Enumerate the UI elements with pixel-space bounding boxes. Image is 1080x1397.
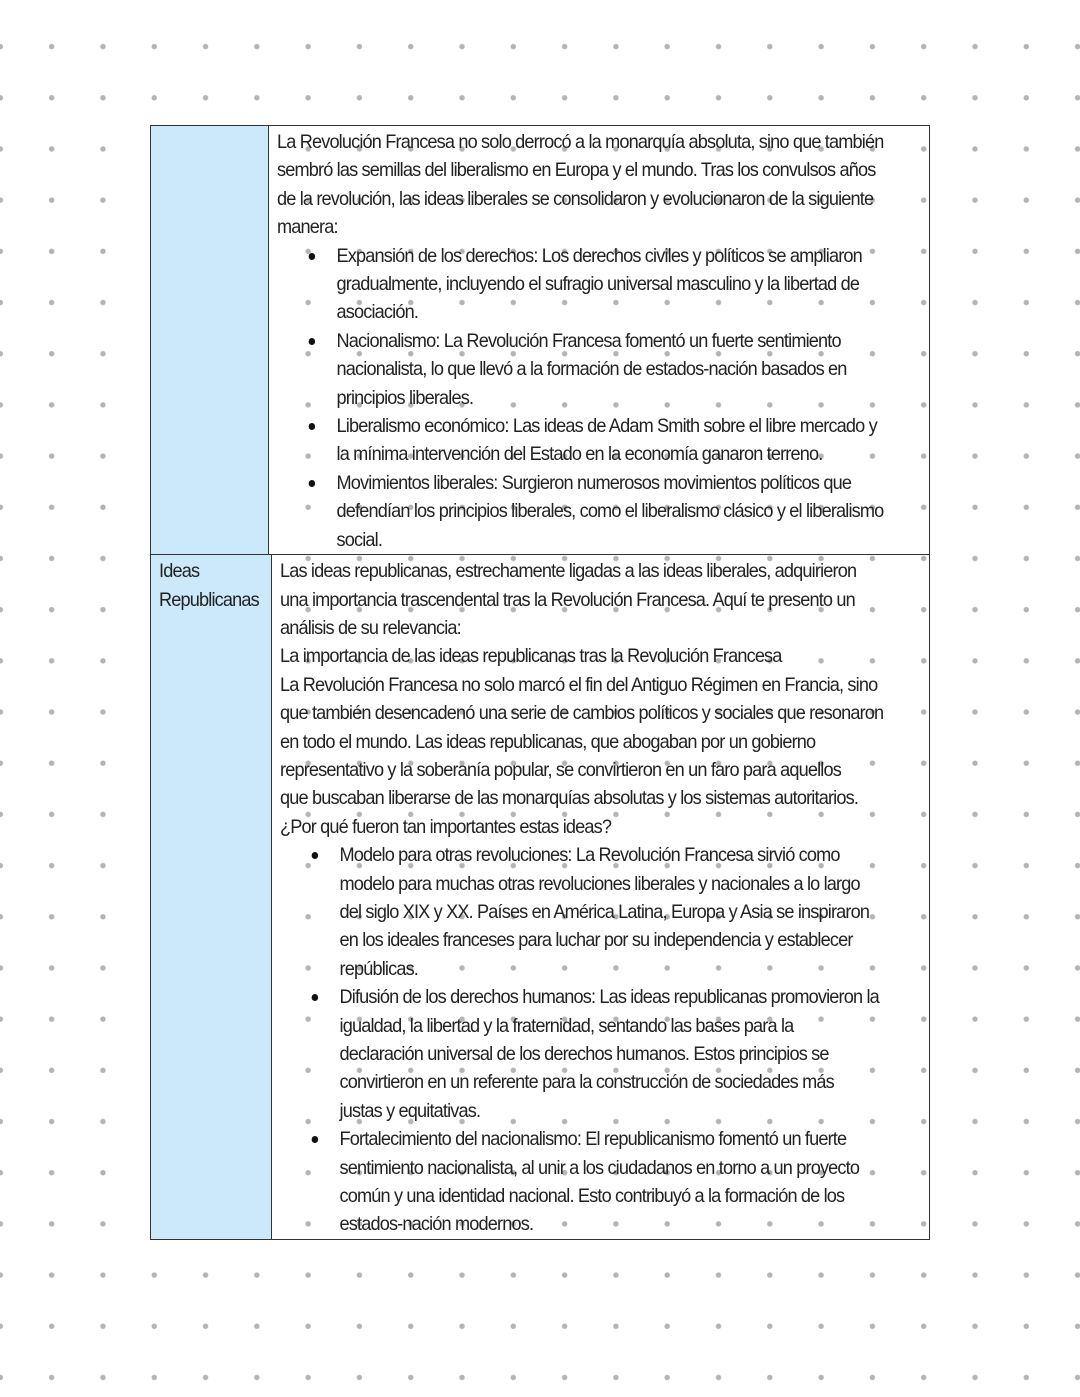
- content-cell: [269, 126, 929, 554]
- bullet-text: Nacionalismo: La Revolución Francesa fomentó un fuerte sentimiento: [336, 329, 841, 352]
- paragraph-line: ¿Por qué fueron tan importantes estas ideas?: [280, 815, 612, 838]
- bullet-icon: [312, 852, 319, 859]
- bullet-text: sentimiento nacionalista, al unir a los ciudadanos en torno a un proyecto: [339, 1156, 860, 1179]
- bullet-icon: [312, 994, 319, 1001]
- bullet-line: [280, 898, 883, 926]
- bullet-text: defendían los principios liberales, como el liberalismo clásico y el liberalismo: [336, 500, 884, 523]
- bullet-line: [280, 841, 883, 869]
- bullet-line: [277, 327, 883, 355]
- bullet-text: Fortalecimiento del nacionalismo: El republicanismo fomentó un fuerte: [339, 1128, 847, 1151]
- bullet-line: [280, 1210, 883, 1238]
- list-item: [277, 469, 929, 554]
- bullet-text: principios liberales.: [336, 386, 474, 409]
- bullet-text: del siglo XIX y XX. Países en América Latina, Europa y Asia se inspiraron: [339, 900, 870, 923]
- bullet-list: [277, 242, 929, 554]
- bullet-line: [280, 926, 883, 954]
- bullet-line: [277, 384, 883, 412]
- table-row: [151, 126, 929, 554]
- bullet-text: igualdad, la libertad y la fraternidad, sentando las bases para la: [339, 1014, 794, 1037]
- list-item: [280, 1125, 929, 1239]
- bullet-line: [280, 870, 883, 898]
- bullet-line: [277, 242, 883, 270]
- paragraph-line: de la revolución, las ideas liberales se consolidaron y evolucionaron de la siguiente: [276, 187, 874, 210]
- bullet-text: la mínima intervención del Estado en la economía ganaron terreno.: [336, 443, 823, 466]
- list-item: [280, 841, 929, 983]
- bullet-text: social.: [336, 528, 382, 551]
- bullet-line: [280, 1097, 883, 1125]
- paragraph-line: que buscaban liberarse de las monarquías absolutas y los sistemas autoritarios.: [280, 787, 859, 810]
- paragraph-line: representativo y la soberanía popular, se convirtieron en un faro para aquellos: [280, 758, 842, 781]
- paragraph-line: sembró las semillas del liberalismo en Europa y el mundo. Tras los convulsos años: [276, 159, 876, 182]
- list-item: [277, 242, 929, 327]
- bullet-text: modelo para muchas otras revoluciones liberales y nacionales a lo largo: [339, 872, 861, 895]
- bullet-text: repúblicas.: [339, 957, 419, 980]
- bullet-icon: [309, 338, 316, 345]
- paragraph-line: análisis de su relevancia:: [280, 616, 462, 639]
- bullet-line: [277, 497, 883, 525]
- bullet-line: [277, 526, 883, 554]
- bullet-text: en los ideales franceses para luchar por su independencia y establecer: [339, 929, 853, 952]
- bullet-line: [277, 298, 883, 326]
- bullet-line: [280, 1040, 883, 1068]
- topic-cell: [151, 126, 269, 554]
- bullet-icon: [312, 1136, 319, 1143]
- paragraph-line: Las ideas republicanas, estrechamente ligadas a las ideas liberales, adquirieron: [280, 560, 857, 583]
- content-cell: [272, 555, 929, 1239]
- paragraph-line: La importancia de las ideas republicanas tras la Revolución Francesa: [280, 645, 782, 668]
- bullet-text: Expansión de los derechos: Los derechos civiles y políticos se ampliaron: [336, 244, 862, 267]
- bullet-line: [280, 1068, 883, 1096]
- bullet-text: justas y equitativas.: [339, 1099, 481, 1122]
- bullet-line: [280, 955, 883, 983]
- paragraph-line: La Revolución Francesa no solo derrocó a la monarquía absoluta, sino que también: [276, 131, 884, 153]
- bullet-line: [280, 1154, 883, 1182]
- bullet-line: [277, 469, 883, 497]
- bullet-icon: [309, 253, 316, 260]
- bullet-line: [277, 355, 883, 383]
- bullet-line: [277, 270, 883, 298]
- bullet-line: [280, 1125, 883, 1153]
- table-row: [151, 554, 929, 1239]
- paragraph-line: en todo el mundo. Las ideas republicanas, que abogaban por un gobierno: [280, 730, 816, 753]
- paragraph-line: que también desencadenó una serie de cambios políticos y sociales que resonaron: [280, 702, 884, 725]
- bullet-text: estados-nación modernos.: [339, 1213, 534, 1236]
- topic-cell: [151, 555, 272, 1239]
- list-item: [277, 412, 929, 469]
- paragraph-line: manera:: [276, 216, 338, 239]
- bullet-text: común y una identidad nacional. Esto contribuyó a la formación de los: [339, 1185, 845, 1208]
- topic-label-line: Republicanas: [159, 588, 259, 611]
- bullet-text: convirtieron en un referente para la construcción de sociedades más: [339, 1071, 835, 1094]
- bullet-text: Liberalismo económico: Las ideas de Adam Smith sobre el libre mercado y: [336, 415, 877, 438]
- notes-table: [150, 125, 930, 1240]
- bullet-icon: [309, 423, 316, 430]
- bullet-text: gradualmente, incluyendo el sufragio universal masculino y la libertad de: [336, 273, 859, 296]
- paragraph-line: La Revolución Francesa no solo marcó el fin del Antiguo Régimen en Francia, sino: [280, 673, 878, 696]
- bullet-line: [277, 440, 883, 468]
- bullet-text: declaración universal de los derechos humanos. Estos principios se: [339, 1043, 829, 1065]
- list-item: [280, 983, 929, 1125]
- bullet-line: [277, 412, 883, 440]
- bullet-list: [280, 841, 929, 1239]
- bullet-text: Difusión de los derechos humanos: Las ideas republicanas promovieron la: [339, 986, 880, 1009]
- bullet-text: asociación.: [336, 301, 418, 324]
- bullet-text: nacionalista, lo que llevó a la formación de estados-nación basados en: [336, 358, 847, 381]
- bullet-text: Modelo para otras revoluciones: La Revolución Francesa sirvió como: [339, 844, 840, 867]
- bullet-icon: [309, 480, 316, 487]
- list-item: [277, 327, 929, 412]
- bullet-line: [280, 1182, 883, 1210]
- bullet-line: [280, 1012, 883, 1040]
- topic-label-line: Ideas: [159, 560, 200, 583]
- bullet-line: [280, 983, 883, 1011]
- paragraph-line: una importancia trascendental tras la Revolución Francesa. Aquí te presento un: [280, 588, 856, 611]
- bullet-text: Movimientos liberales: Surgieron numerosos movimientos políticos que: [336, 471, 852, 494]
